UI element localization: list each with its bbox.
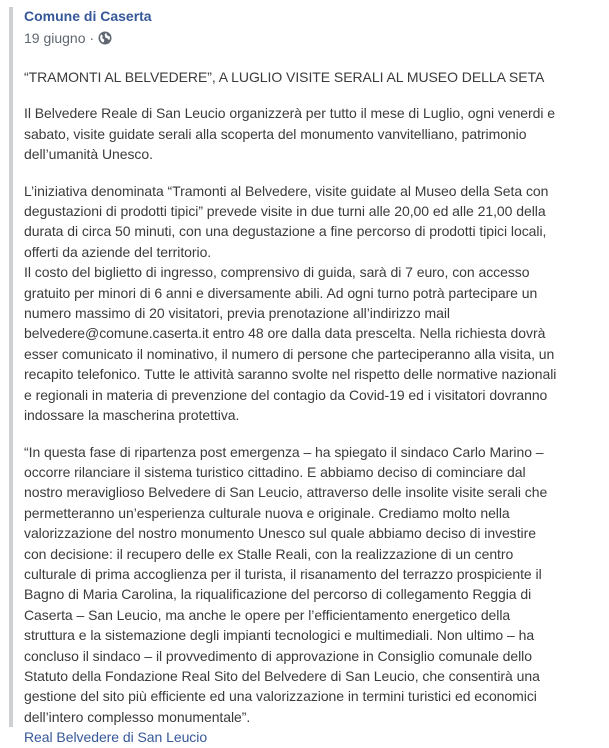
author-link[interactable]: Comune di Caserta bbox=[24, 8, 152, 24]
tagged-page-link[interactable]: Real Belvedere di San Leucio bbox=[24, 729, 208, 746]
post-content bbox=[24, 67, 605, 748]
facebook-post bbox=[9, 7, 605, 746]
post-date[interactable]: 19 giugno bbox=[24, 30, 86, 46]
post-meta bbox=[24, 29, 605, 47]
post-title: “TRAMONTI AL BELVEDERE”, A LUGLIO VISITE SERALI AL MUSEO DELLA SETA bbox=[24, 69, 545, 85]
post-paragraph-2: L’iniziativa denominata “Tramonti al Belvedere, visite guidate al Museo della Seta con degustazioni di prodotti tipici” prevede visite in due turni alle 20,00 ed alle 21,00 della durata di circa 50 minuti, con una degustazione a fine percorso di prodotti tipici locali, offerti da aziende del territorio. Il costo del biglietto di ingresso, comprensivo di guida, sarà di 7 euro, con accesso gratuito per minori di 6 anni e diversamente abili. Ad ogni turno potrà partecipare un numero massimo di 20 visitatori, previa prenotazione all’indirizzo mail belvedere@comune.caserta.it entro 48 ore dalla data prescelta. Nella richiesta dovrà esser comunicato il nominativo, il numero di persone che parteciperanno alla visita, un recapito telefonico. Tutte le attività saranno svolte nel rispetto delle normative nazionali e regionali in materia di prevenzione del contagio da Covid-19 ed i visitatori dovranno indossare la mascherina protettiva. bbox=[24, 182, 557, 424]
post-header bbox=[24, 7, 605, 47]
post-paragraph-3: “In questa fase di ripartenza post emergenza – ha spiegato il sindaco Carlo Marino – occorre rilanciare il sistema turistico cittadino. E abbiamo deciso di cominciare dal nostro meraviglioso Belvedere di San Leucio, attraverso delle insolite visite serali che permetteranno un’esperienza culturale nuova e originale. Crediamo molto nella valorizzazione del nostro monumento Unesco sul quale abbiamo deciso di investire con decisione: il recupero delle ex Stalle Reali, con la realizzazione di un centro culturale di prima accoglienza per il turista, il risanamento del terrazzo prospiciente il Bagno di Maria Carolina, la riqualificazione del percorso di collegamento Reggia di Caserta – San Leucio, ma anche le opere per l’efficientamento energetico della struttura e la sistemazione degli impianti tecnologici e multimediali. Non ultimo – ha concluso il sindaco – il provvedimento di approvazione in Consiglio comunale dello Statuto della Fondazione Real Sito del Belvedere di San Leucio, che consentirà una gestione del sito più efficiente ed una valorizzazione in termini turistici ed economici dell’intero complesso monumentale”. bbox=[24, 443, 548, 725]
meta-separator: · bbox=[89, 30, 95, 46]
globe-icon[interactable] bbox=[98, 31, 112, 45]
post-paragraph-1: Il Belvedere Reale di San Leucio organizzerà per tutto il mese di Luglio, ogni venerdi e sabato, visite guidate serali alla scoperta del monumento vanvitelliano, patrimonio dell’umanità Unesco. bbox=[24, 105, 556, 163]
